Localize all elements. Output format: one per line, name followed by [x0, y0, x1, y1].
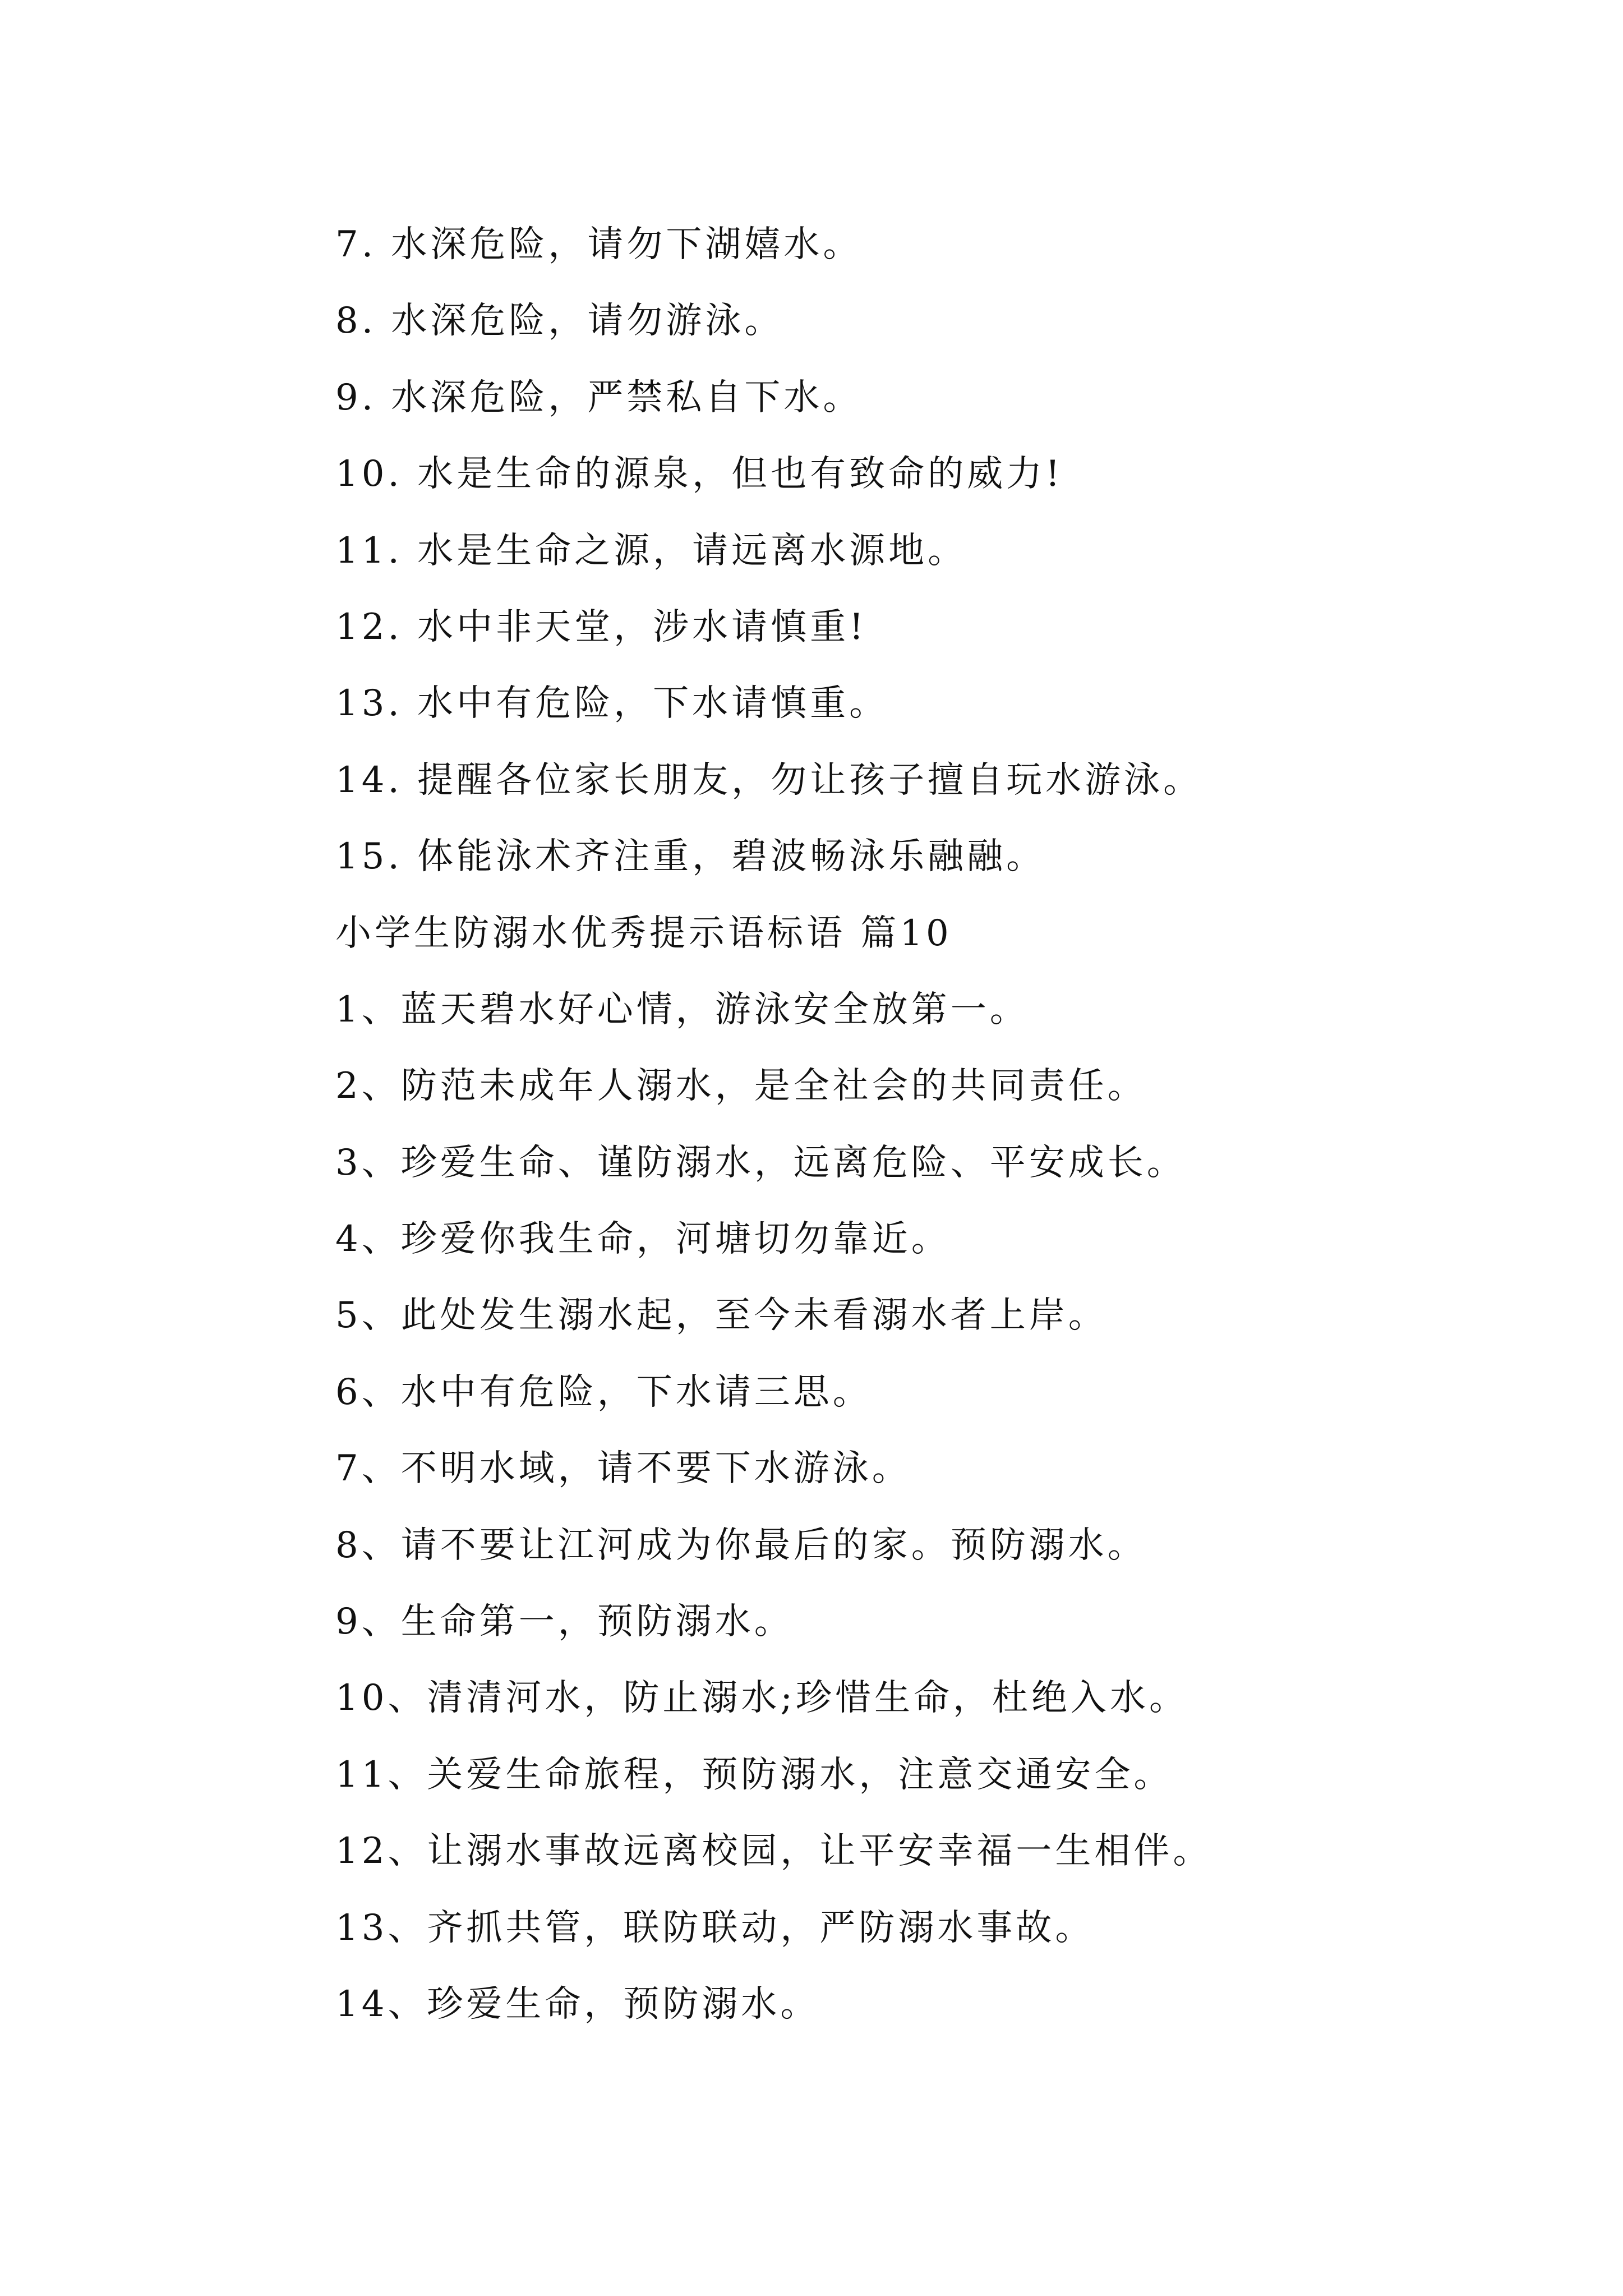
list-item: 13. 水中有危险，下水请慎重。	[335, 683, 889, 725]
list-item: 5、此处发生溺水起，至今未看溺水者上岸。	[335, 1295, 1108, 1337]
list-item: 9、生命第一，预防溺水。	[335, 1601, 794, 1643]
list-item: 12、让溺水事故远离校园，让平安幸福一生相伴。	[335, 1830, 1212, 1872]
list-item: 11、关爱生命旅程，预防溺水，注意交通安全。	[335, 1754, 1173, 1796]
list-item: 10、清清河水，防止溺水;珍惜生命，杜绝入水。	[335, 1677, 1188, 1719]
list-item: 8. 水深危险，请勿游泳。	[335, 300, 784, 342]
list-item: 2、防范未成年人溺水，是全社会的共同责任。	[335, 1065, 1147, 1107]
list-item: 3、珍爱生命、谨防溺水，远离危险、平安成长。	[335, 1142, 1186, 1184]
list-item: 11. 水是生命之源，请远离水源地。	[335, 530, 967, 572]
list-item: 10. 水是生命的源泉，但也有致命的威力!	[335, 453, 1063, 495]
list-item: 1、蓝天碧水好心情，游泳安全放第一。	[335, 988, 1029, 1030]
list-item: 7. 水深危险，请勿下湖嬉水。	[335, 224, 863, 265]
list-item: 13、齐抓共管，联防联动，严防溺水事故。	[335, 1907, 1095, 1949]
list-item: 12. 水中非天堂，涉水请慎重!	[335, 606, 867, 648]
list-item: 14. 提醒各位家长朋友，勿让孩子擅自玩水游泳。	[335, 759, 1203, 801]
document-body	[335, 206, 1541, 2042]
list-item: 8、请不要让江河成为你最后的家。预防溺水。	[335, 1524, 1147, 1566]
list-item: 6、水中有危险，下水请三思。	[335, 1371, 872, 1413]
list-item: 9. 水深危险，严禁私自下水。	[335, 376, 863, 418]
list-item: 4、珍爱你我生命，河塘切勿靠近。	[335, 1218, 951, 1260]
list-item: 7、不明水域，请不要下水游泳。	[335, 1448, 911, 1490]
list-item: 14、珍爱生命，预防溺水。	[335, 1983, 820, 2025]
section-heading: 小学生防溺水优秀提示语标语 篇10	[335, 912, 952, 954]
list-item: 15. 体能泳术齐注重，碧波畅泳乐融融。	[335, 836, 1046, 878]
